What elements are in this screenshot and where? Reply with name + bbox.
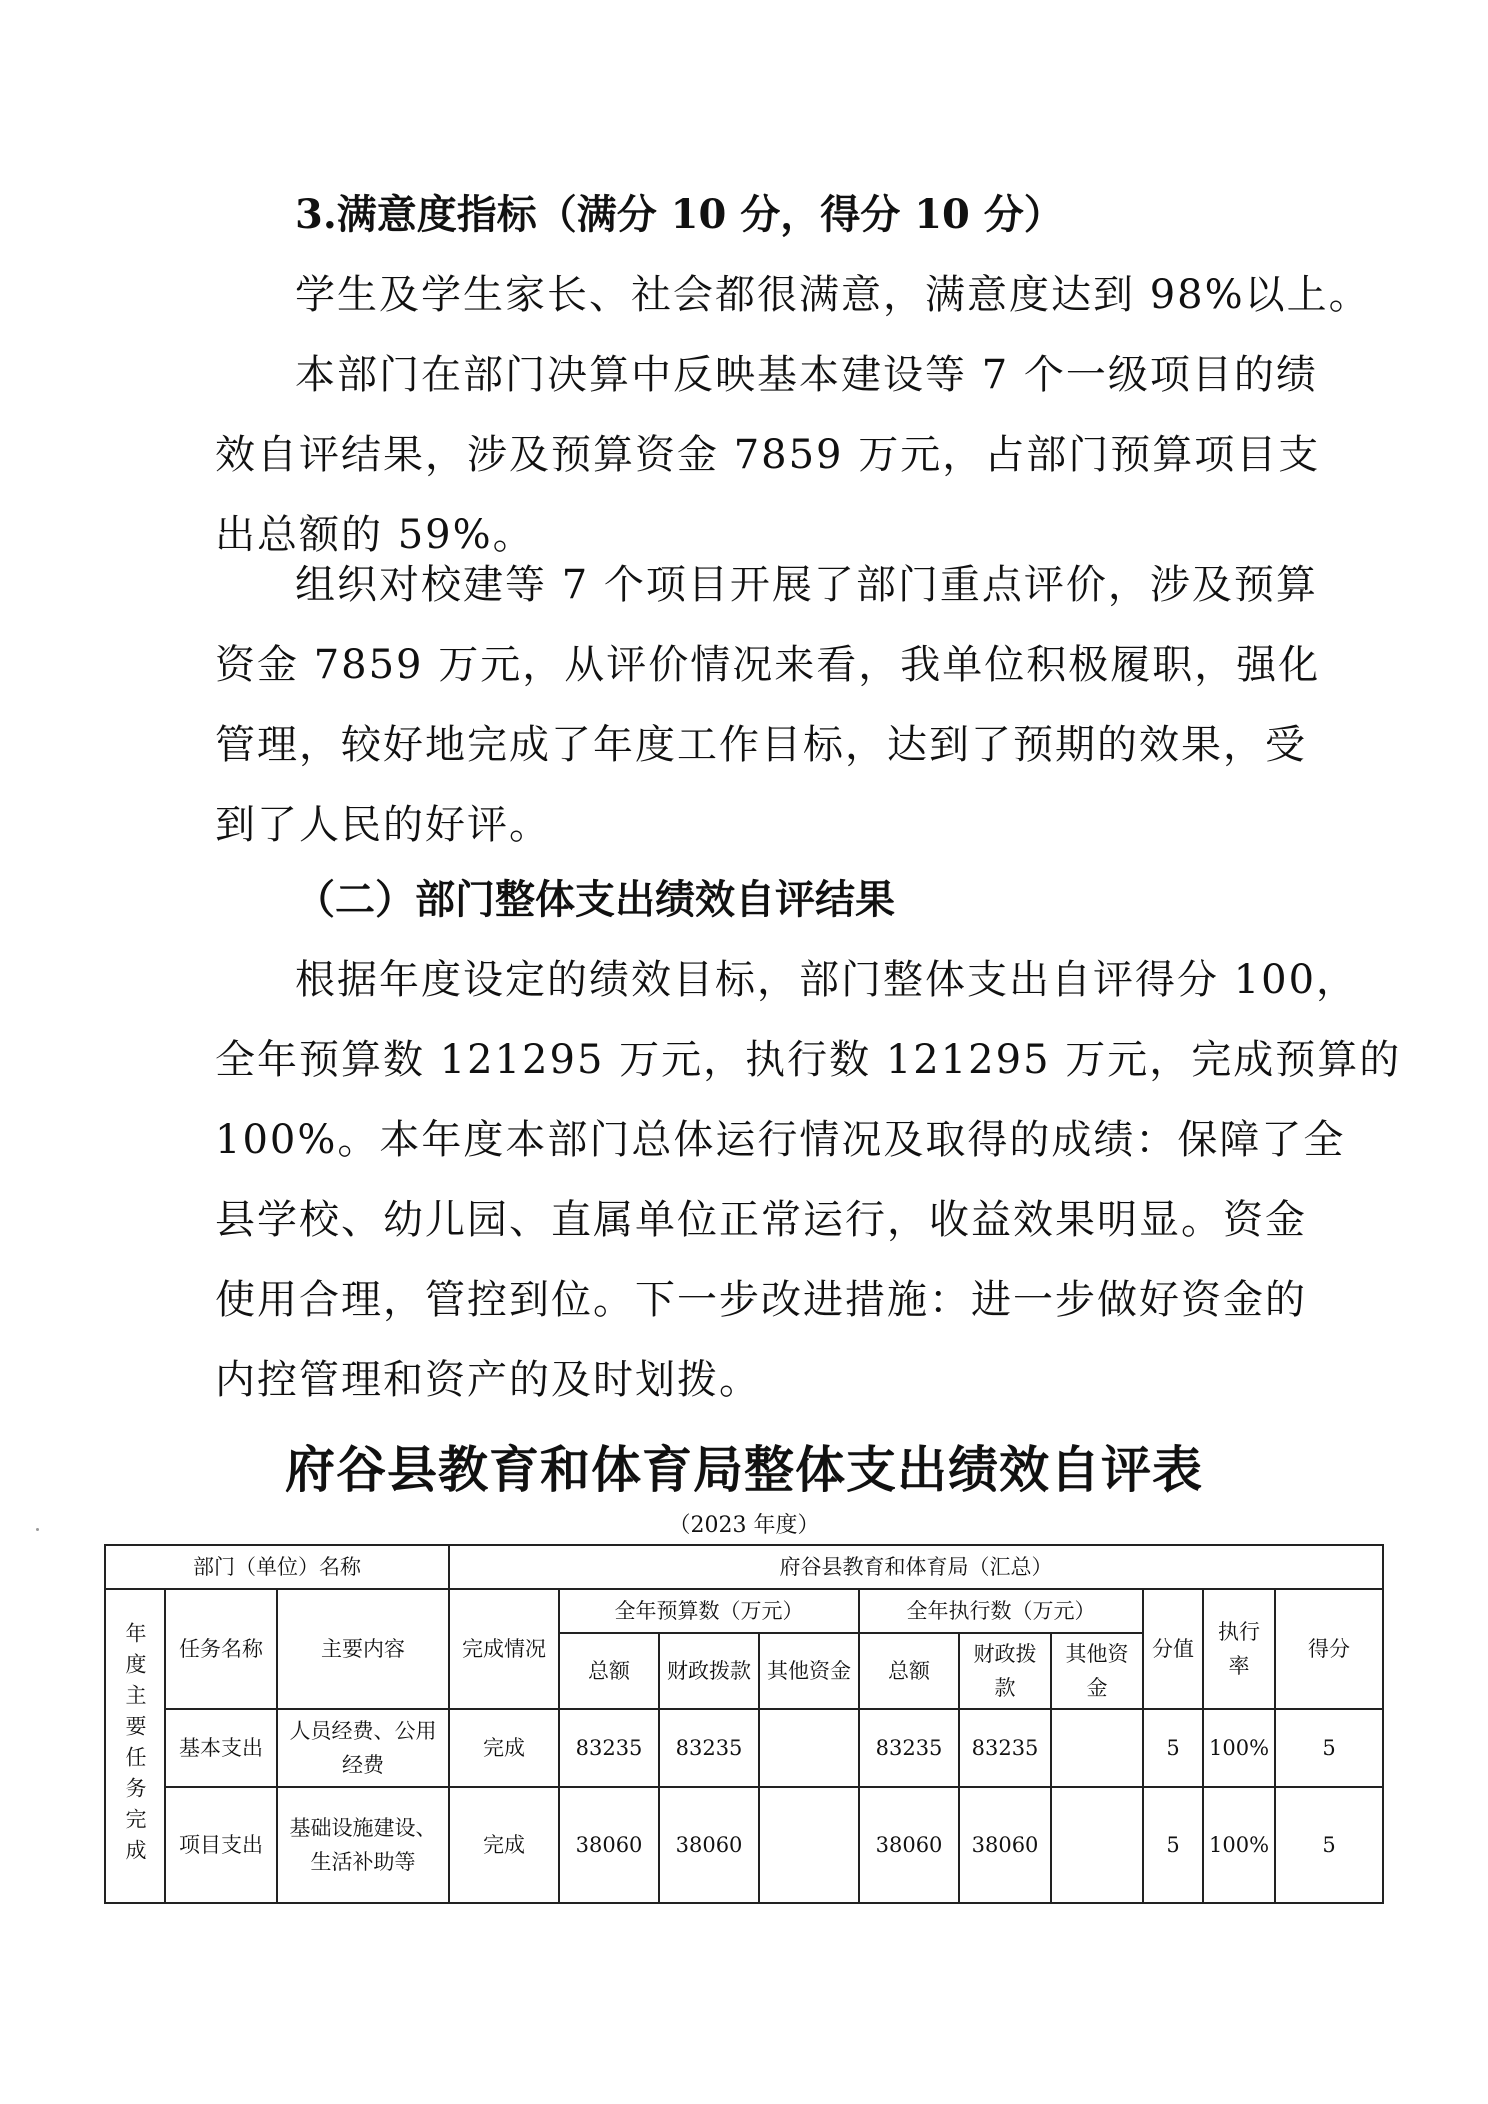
header-score-value: 分值 [1143, 1589, 1203, 1709]
dept-label-cell: 部门（单位）名称 [105, 1545, 449, 1589]
table-row [105, 1709, 1383, 1787]
text-line: 管理，较好地完成了年度工作目标，达到了预期的效果，受 [215, 722, 1307, 768]
budget-other-cell [759, 1787, 859, 1903]
content-cell: 基础设施建设、生活补助等 [277, 1787, 449, 1903]
header-exec-total: 总额 [859, 1633, 959, 1709]
completion-cell: 完成 [449, 1787, 559, 1903]
header-exec-other: 其他资金 [1051, 1633, 1143, 1709]
exec-other-cell [1051, 1787, 1143, 1903]
header-exec-rate: 执行率 [1203, 1589, 1275, 1709]
exec-total-cell: 83235 [859, 1709, 959, 1787]
text-line: 内控管理和资产的及时划拨。 [215, 1357, 761, 1403]
dept-value-cell: 府谷县教育和体育局（汇总） [449, 1545, 1383, 1589]
task-cell: 项目支出 [165, 1787, 277, 1903]
exec-other-cell [1051, 1709, 1143, 1787]
scan-speck [36, 1528, 39, 1531]
text-line: 根据年度设定的绩效目标，部门整体支出自评得分 100， [295, 957, 1359, 1003]
header-budget-group: 全年预算数（万元） [559, 1589, 859, 1633]
side-label: 年度主要任务完成 [123, 1622, 147, 1870]
text-line: 本部门在部门决算中反映基本建设等 7 个一级项目的绩 [295, 352, 1318, 398]
header-budget-total: 总额 [559, 1633, 659, 1709]
table-year: （2023 年度） [668, 1513, 820, 1538]
section-heading-overall: （二）部门整体支出绩效自评结果 [295, 876, 895, 923]
budget-total-cell: 38060 [559, 1787, 659, 1903]
table-row [105, 1545, 1383, 1589]
header-budget-other: 其他资金 [759, 1633, 859, 1709]
text-line: 资金 7859 万元，从评价情况来看，我单位积极履职，强化 [215, 642, 1321, 688]
table-row [105, 1787, 1383, 1903]
completion-cell: 完成 [449, 1709, 559, 1787]
budget-other-cell [759, 1709, 859, 1787]
text-line: 全年预算数 121295 万元，执行数 121295 万元，完成预算的 [215, 1037, 1402, 1083]
header-exec-fiscal: 财政拨款 [959, 1633, 1051, 1709]
text-line: 使用合理，管控到位。下一步改进措施：进一步做好资金的 [215, 1277, 1307, 1323]
evaluation-table [104, 1544, 1384, 1904]
budget-total-cell: 83235 [559, 1709, 659, 1787]
header-budget-fiscal: 财政拨款 [659, 1633, 759, 1709]
text-line: 到了人民的好评。 [215, 802, 551, 848]
score-cell: 5 [1275, 1787, 1383, 1903]
exec-fiscal-cell: 83235 [959, 1709, 1051, 1787]
summary-paragraph [215, 335, 1321, 575]
table-title: 府谷县教育和体育局整体支出绩效自评表 [285, 1441, 1203, 1499]
exec-fiscal-cell: 38060 [959, 1787, 1051, 1903]
overall-paragraph [215, 940, 1402, 1420]
header-main-content: 主要内容 [277, 1589, 449, 1709]
text-line: 100%。本年度本部门总体运行情况及取得的成绩：保障了全 [215, 1117, 1346, 1163]
side-label-cell [105, 1589, 165, 1903]
score-cell: 5 [1275, 1709, 1383, 1787]
header-score: 得分 [1275, 1589, 1383, 1709]
text-line: 出总额的 59%。 [215, 512, 535, 558]
exec-rate-cell: 100% [1203, 1709, 1275, 1787]
satisfaction-paragraph [215, 255, 1371, 335]
exec-total-cell: 38060 [859, 1787, 959, 1903]
content-cell: 人员经费、公用经费 [277, 1709, 449, 1787]
score-value-cell: 5 [1143, 1709, 1203, 1787]
header-task-name: 任务名称 [165, 1589, 277, 1709]
header-exec-group: 全年执行数（万元） [859, 1589, 1143, 1633]
text-line: 效自评结果，涉及预算资金 7859 万元，占部门预算项目支 [215, 432, 1321, 478]
text-line: 县学校、幼儿园、直属单位正常运行，收益效果明显。资金 [215, 1197, 1307, 1243]
budget-fiscal-cell: 38060 [659, 1787, 759, 1903]
key-evaluation-paragraph [215, 545, 1321, 865]
table-row [105, 1589, 1383, 1633]
text-line: 组织对校建等 7 个项目开展了部门重点评价，涉及预算 [295, 562, 1318, 608]
text-line: 学生及学生家长、社会都很满意，满意度达到 98%以上。 [295, 272, 1371, 318]
exec-rate-cell: 100% [1203, 1787, 1275, 1903]
section-heading-satisfaction: 3.满意度指标（满分 10 分，得分 10 分） [295, 191, 1064, 238]
budget-fiscal-cell: 83235 [659, 1709, 759, 1787]
task-cell: 基本支出 [165, 1709, 277, 1787]
score-value-cell: 5 [1143, 1787, 1203, 1903]
header-completion: 完成情况 [449, 1589, 559, 1709]
